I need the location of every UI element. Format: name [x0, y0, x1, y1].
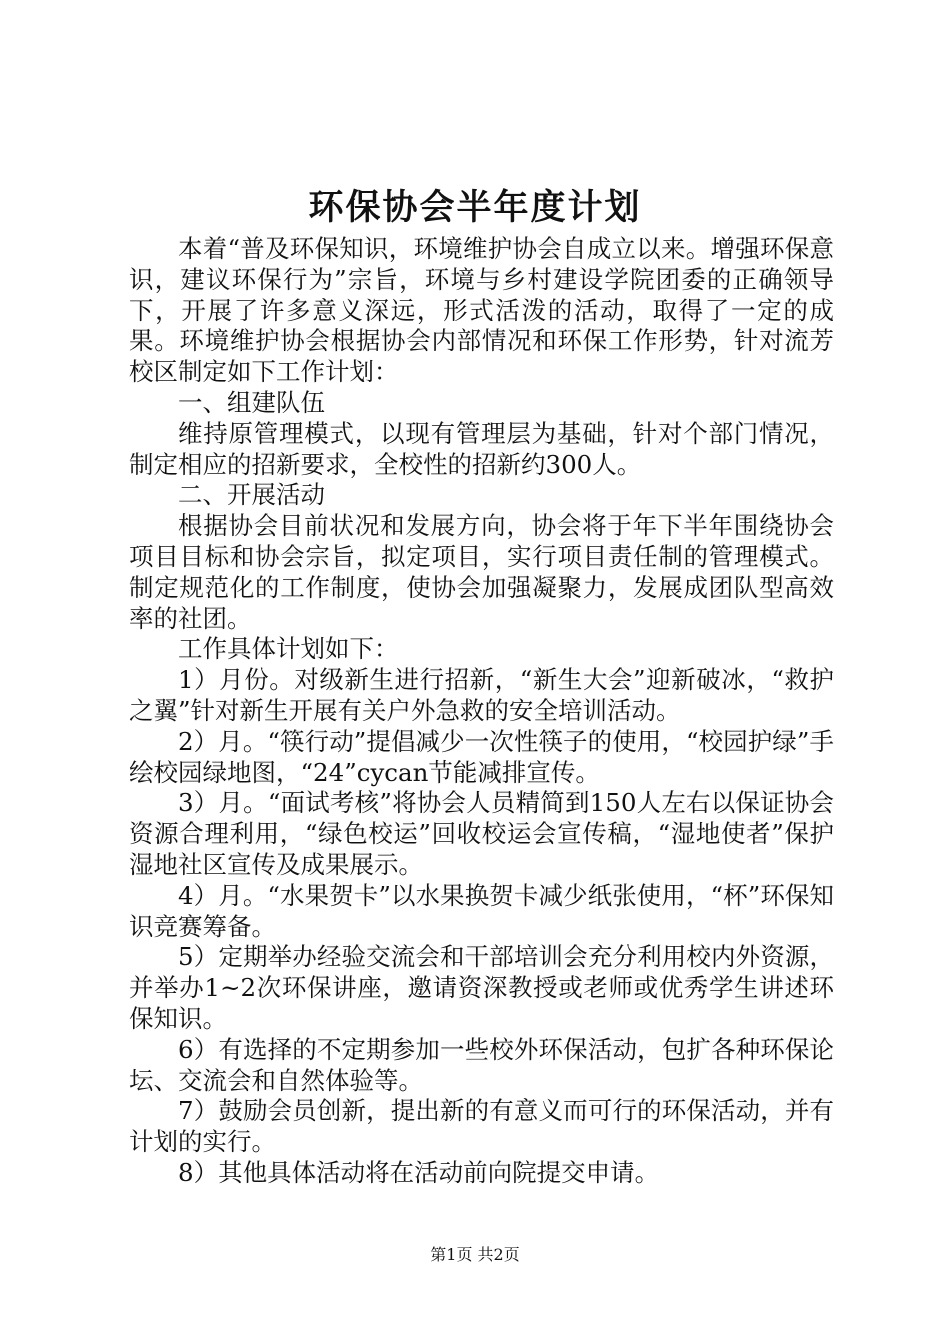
- activities-paragraph: 根据协会目前状况和发展方向，协会将于年下半年围绕协会项目目标和协会宗旨，拟定项目，实行项目责任制的管理模式。制定规范化的工作制度，使协会加强凝聚力，发展成团队型高效率的社团。: [129, 511, 834, 633]
- document-title: 环保协会半年度计划: [308, 187, 642, 228]
- plan-intro-line: 工作具体计划如下：: [178, 634, 399, 664]
- plan-item-1: 1）月份。对级新生进行招新，“新生大会”迎新破冰，“救护之翼”针对新生开展有关户外急救的安全培训活动。: [129, 665, 834, 725]
- page-footer: 第1页 共2页: [430, 1245, 520, 1264]
- plan-item-8: 8）其他具体活动将在活动前向院提交申请。: [178, 1157, 660, 1187]
- plan-item-6: 6）有选择的不定期参加一些校外环保活动，包扩各种环保论坛、交流会和自然体验等。: [129, 1034, 834, 1095]
- plan-item-3: 3）月。“面试考核”将协会人员精简到150人左右以保证协会资源合理利用，“绿色校运”回收校运会宣传稿，“湿地使者”保护湿地社区宣传及成果展示。: [129, 788, 834, 879]
- section-heading-team: 一、组建队伍: [178, 387, 325, 417]
- plan-item-2: 2）月。“筷行动”提倡减少一次性筷子的使用，“校园护绿”手绘校园绿地图，“24”cycan节能减排宣传。: [129, 726, 834, 787]
- plan-item-5: 5）定期举办经验交流会和干部培训会充分利用校内外资源，并举办1~2次环保讲座，邀请资深教授或老师或优秀学生讲述环保知识。: [129, 942, 834, 1033]
- section-heading-activities: 二、开展活动: [178, 480, 325, 510]
- plan-item-7: 7）鼓励会员创新，提出新的有意义而可行的环保活动，并有计划的实行。: [129, 1096, 834, 1157]
- document-body: [129, 234, 834, 1189]
- plan-item-4: 4）月。“水果贺卡”以水果换贺卡减少纸张使用，“杯”环保知识竞赛筹备。: [129, 880, 834, 941]
- team-paragraph: 维持原管理模式，以现有管理层为基础，针对个部门情况，制定相应的招新要求，全校性的招新约300人。: [129, 418, 834, 479]
- intro-paragraph: 本着“普及环保知识，环境维护协会自成立以来。增强环保意识，建议环保行为”宗旨，环境与乡村建设学院团委的正确领导下，开展了许多意义深远，形式活泼的活动，取得了一定的成果。环境维护协会根据协会内部情况和环保工作形势，针对流芳校区制定如下工作计划：: [129, 234, 834, 387]
